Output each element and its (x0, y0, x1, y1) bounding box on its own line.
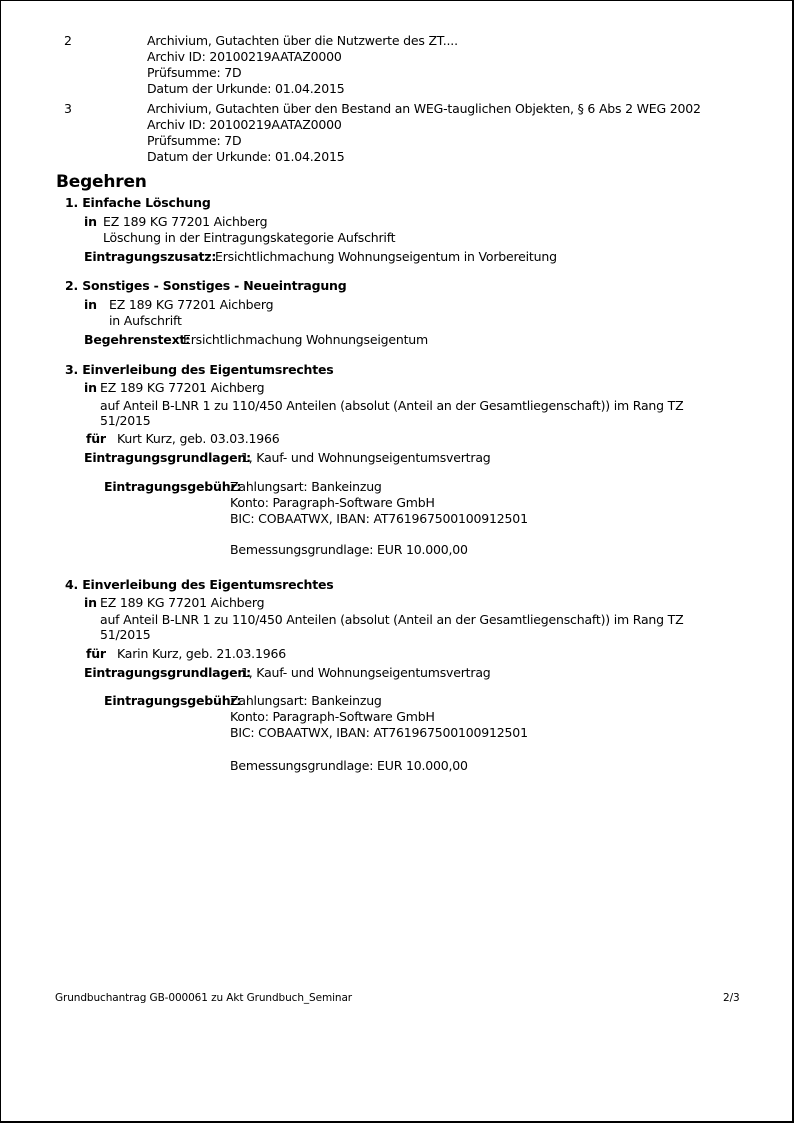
grundlagen-value: 1, Kauf- und Wohnungseigentumsvertrag (241, 450, 491, 465)
fuer-label: für (86, 646, 106, 661)
bemessungsgrundlage: Bemessungsgrundlage: EUR 10.000,00 (230, 758, 468, 773)
zusatz-label: Eintragungszusatz: (84, 249, 217, 264)
grundlagen-value: 1, Kauf- und Wohnungseigentumsvertrag (241, 665, 491, 680)
bic-iban: BIC: COBAATWX, IBAN: AT761967500100912501 (230, 511, 528, 526)
konto: Konto: Paragraph-Software GmbH (230, 495, 435, 510)
begehren-title: 3. Einverleibung des Eigentumsrechtes (65, 362, 334, 377)
begehren-title: 2. Sonstiges - Sonstiges - Neueintragung (65, 278, 347, 293)
attachment-number: 2 (64, 33, 72, 48)
grundlagen-label: Eintragungsgrundlagen: (84, 665, 251, 680)
in-label: in (84, 380, 97, 395)
anteil-line: auf Anteil B-LNR 1 zu 110/450 Anteilen (absolut (Anteil an der Gesamtliegenschaft)) im Rang TZ (100, 612, 684, 627)
in-label: in (84, 595, 97, 610)
ez-reference: EZ 189 KG 77201 Aichberg (109, 297, 274, 312)
begehren-title: 1. Einfache Löschung (65, 195, 211, 210)
attachment-pruefsumme: Prüfsumme: 7D (147, 133, 242, 148)
section-heading: Begehren (56, 172, 147, 192)
anteil-rang: 51/2015 (100, 627, 151, 642)
bemessungsgrundlage: Bemessungsgrundlage: EUR 10.000,00 (230, 542, 468, 557)
attachment-title: Archivium, Gutachten über den Bestand an WEG-tauglichen Objekten, § 6 Abs 2 WEG 2002 (147, 101, 701, 116)
zusatz-value: Ersichtlichmachung Wohnungseigentum in Vorbereitung (215, 249, 557, 264)
gebuehr-label: Eintragungsgebühr: (104, 693, 242, 708)
in-label: in (84, 297, 97, 312)
begehrenstext-value: Ersichtlichmachung Wohnungseigentum (183, 332, 428, 347)
attachment-datum: Datum der Urkunde: 01.04.2015 (147, 81, 345, 96)
zahlungsart: Zahlungsart: Bankeinzug (230, 479, 382, 494)
anteil-line: auf Anteil B-LNR 1 zu 110/450 Anteilen (absolut (Anteil an der Gesamtliegenschaft)) im Rang TZ (100, 398, 684, 413)
attachment-title: Archivium, Gutachten über die Nutzwerte des ZT.... (147, 33, 458, 48)
attachment-archiv-id: Archiv ID: 20100219AATAZ0000 (147, 117, 342, 132)
begehrenstext-label: Begehrenstext: (84, 332, 191, 347)
attachment-pruefsumme: Prüfsumme: 7D (147, 65, 242, 80)
attachment-archiv-id: Archiv ID: 20100219AATAZ0000 (147, 49, 342, 64)
in-label: in (84, 214, 97, 229)
attachment-datum: Datum der Urkunde: 01.04.2015 (147, 149, 345, 164)
ez-reference: EZ 189 KG 77201 Aichberg (103, 214, 268, 229)
gebuehr-label: Eintragungsgebühr: (104, 479, 242, 494)
footer-text: Grundbuchantrag GB-000061 zu Akt Grundbuch_Seminar (55, 992, 353, 1004)
page-number: 2/3 (723, 992, 740, 1004)
ez-reference: EZ 189 KG 77201 Aichberg (100, 595, 265, 610)
begehren-detail: in Aufschrift (109, 313, 182, 328)
grundlagen-label: Eintragungsgrundlagen: (84, 450, 251, 465)
person-name: Karin Kurz, geb. 21.03.1966 (117, 646, 286, 661)
anteil-rang: 51/2015 (100, 413, 151, 428)
attachment-number: 3 (64, 101, 72, 116)
ez-reference: EZ 189 KG 77201 Aichberg (100, 380, 265, 395)
begehren-title: 4. Einverleibung des Eigentumsrechtes (65, 577, 334, 592)
bic-iban: BIC: COBAATWX, IBAN: AT761967500100912501 (230, 725, 528, 740)
zahlungsart: Zahlungsart: Bankeinzug (230, 693, 382, 708)
begehren-detail: Löschung in der Eintragungskategorie Aufschrift (103, 230, 396, 245)
fuer-label: für (86, 431, 106, 446)
konto: Konto: Paragraph-Software GmbH (230, 709, 435, 724)
person-name: Kurt Kurz, geb. 03.03.1966 (117, 431, 280, 446)
